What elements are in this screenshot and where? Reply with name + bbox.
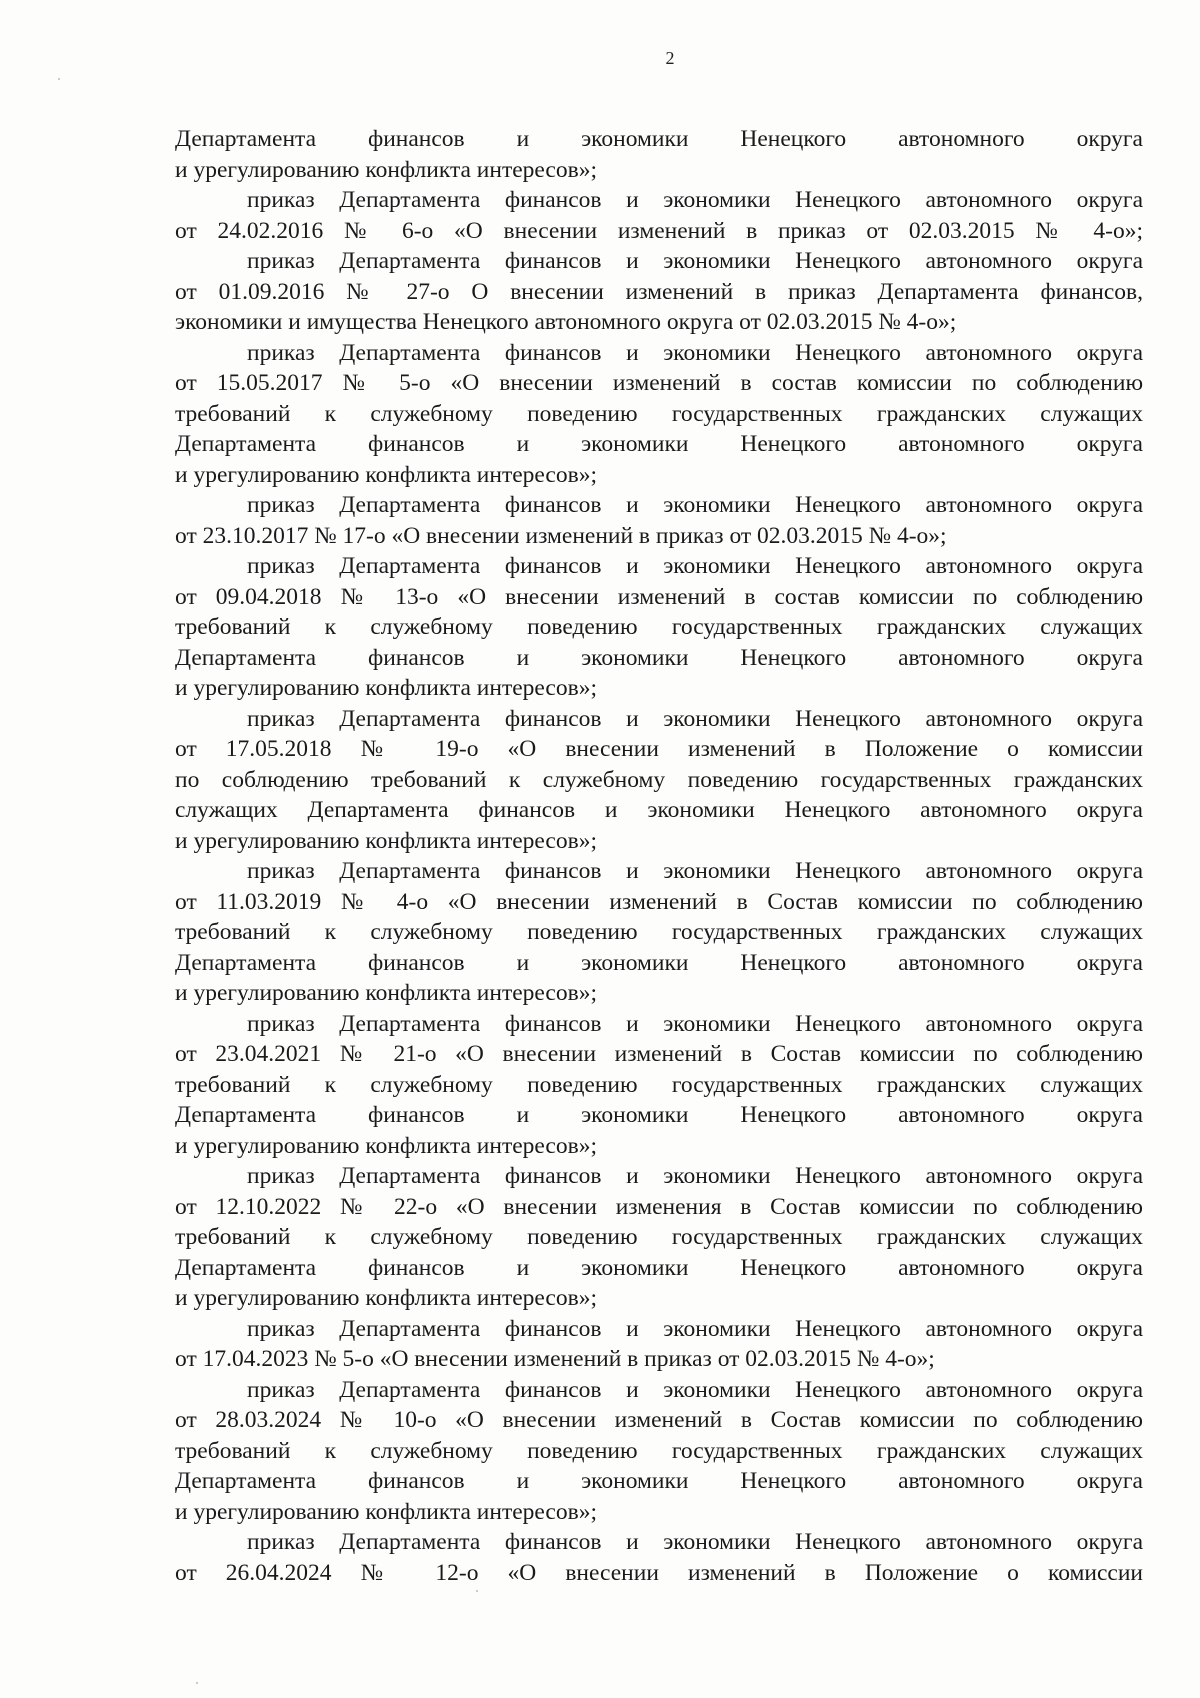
text-line: и урегулированию конфликта интересов»; [175,980,597,1006]
paragraph-order-item [175,551,1143,704]
text-line: и урегулированию конфликта интересов»; [175,156,597,183]
text-line: от 11.03.2019 № 4-о «О внесении изменений в Состав комиссии по соблюдению [175,888,1143,915]
scan-speck [58,78,60,80]
scan-speck [196,1682,198,1684]
paragraph-order-item [175,338,1143,491]
text-line: приказ Департамента финансов и экономики Ненецкого автономного округа [247,248,1143,274]
paragraph-order-item [175,185,1143,246]
text-line: и урегулированию конфликта интересов»; [175,1285,597,1311]
text-line: от 01.09.2016 № 27-о О внесении изменений в приказ Департамента финансов, [175,278,1143,305]
text-line: приказ Департамента финансов и экономики Ненецкого автономного округа [247,1315,1143,1342]
paragraph-order-item [175,856,1143,1009]
text-line: приказ Департамента финансов и экономики Ненецкого автономного округа [247,553,1143,579]
text-line: требований к служебному поведению государственных гражданских служащих [175,1437,1143,1464]
text-line: Департамента финансов и экономики Ненецкого автономного округа [175,1102,1143,1128]
text-line: Департамента финансов и экономики Ненецкого автономного округа [175,949,1143,976]
text-line: приказ Департамента финансов и экономики Ненецкого автономного округа [247,492,1143,518]
text-line: приказ Департамента финансов и экономики Ненецкого автономного округа [247,1376,1143,1403]
text-line: от 26.04.2024 № 12-о «О внесении изменений в Положение о комиссии [175,1559,1143,1586]
text-line: от 23.04.2021 № 21-о «О внесении изменений в Состав комиссии по соблюдению [175,1041,1143,1067]
text-line: от 09.04.2018 № 13-о «О внесении изменений в состав комиссии по соблюдению [175,583,1143,610]
text-line: приказ Департамента финансов и экономики Ненецкого автономного округа [247,187,1143,213]
text-line: от 23.10.2017 № 17-о «О внесении изменений в приказ от 02.03.2015 № 4-о»; [175,522,947,549]
text-line: от 12.10.2022 № 22-о «О внесении изменения в Состав комиссии по соблюдению [175,1193,1143,1220]
scan-speck [476,1590,478,1592]
paragraph-order-item [175,704,1143,857]
text-line: требований к служебному поведению государственных гражданских служащих [175,1224,1143,1250]
text-line: и урегулированию конфликта интересов»; [175,675,597,701]
text-line: требований к служебному поведению государственных гражданских служащих [175,400,1143,427]
paragraph-order-item [175,1161,1143,1314]
text-line: Департамента финансов и экономики Ненецкого автономного округа [175,1254,1143,1281]
paragraph-order-item [175,1375,1143,1528]
text-line: Департамента финансов и экономики Ненецкого автономного округа [175,431,1143,457]
paragraph-order-item [175,1009,1143,1162]
text-line: и урегулированию конфликта интересов»; [175,461,597,488]
paragraph-order-item [175,490,1143,551]
text-line: требований к служебному поведению государственных гражданских служащих [175,1071,1143,1098]
page-number: 2 [665,48,675,68]
paragraph-order-item [175,1314,1143,1375]
paragraph-order-item [175,1527,1143,1588]
text-line: от 28.03.2024 № 10-о «О внесении изменений в Состав комиссии по соблюдению [175,1407,1143,1433]
text-line: требований к служебному поведению государственных гражданских служащих [175,614,1143,640]
paragraph-continuation [175,124,1143,185]
text-line: приказ Департамента финансов и экономики Ненецкого автономного округа [247,1010,1143,1037]
text-line: Департамента финансов и экономики Ненецкого автономного округа [175,126,1143,152]
text-line: и урегулированию конфликта интересов»; [175,1498,597,1525]
text-line: экономики и имущества Ненецкого автономного округа от 02.03.2015 № 4-о»; [175,309,957,335]
text-line: приказ Департамента финансов и экономики Ненецкого автономного округа [247,705,1143,732]
document-body [175,124,1143,1588]
paragraph-order-item [175,246,1143,338]
text-line: от 17.05.2018 № 19-о «О внесении изменений в Положение о комиссии [175,736,1143,762]
text-line: Департамента финансов и экономики Ненецкого автономного округа [175,1468,1143,1494]
text-line: приказ Департамента финансов и экономики Ненецкого автономного округа [247,1529,1143,1555]
text-line: и урегулированию конфликта интересов»; [175,827,597,854]
text-line: приказ Департамента финансов и экономики Ненецкого автономного округа [247,339,1143,366]
text-line: требований к служебному поведению государственных гражданских служащих [175,919,1143,945]
text-line: приказ Департамента финансов и экономики Ненецкого автономного округа [247,1163,1143,1189]
text-line: и урегулированию конфликта интересов»; [175,1132,597,1159]
text-line: от 17.04.2023 № 5-о «О внесении изменений в приказ от 02.03.2015 № 4-о»; [175,1346,935,1372]
text-line: Департамента финансов и экономики Ненецкого автономного округа [175,644,1143,671]
text-line: по соблюдению требований к служебному поведению государственных гражданских [175,766,1143,793]
text-line: от 15.05.2017 № 5-о «О внесении изменений в состав комиссии по соблюдению [175,370,1143,396]
text-line: от 24.02.2016 № 6-о «О внесении изменений в приказ от 02.03.2015 № 4-о»; [175,217,1143,244]
text-line: служащих Департамента финансов и экономики Ненецкого автономного округа [175,797,1143,823]
text-line: приказ Департамента финансов и экономики Ненецкого автономного округа [247,858,1143,884]
